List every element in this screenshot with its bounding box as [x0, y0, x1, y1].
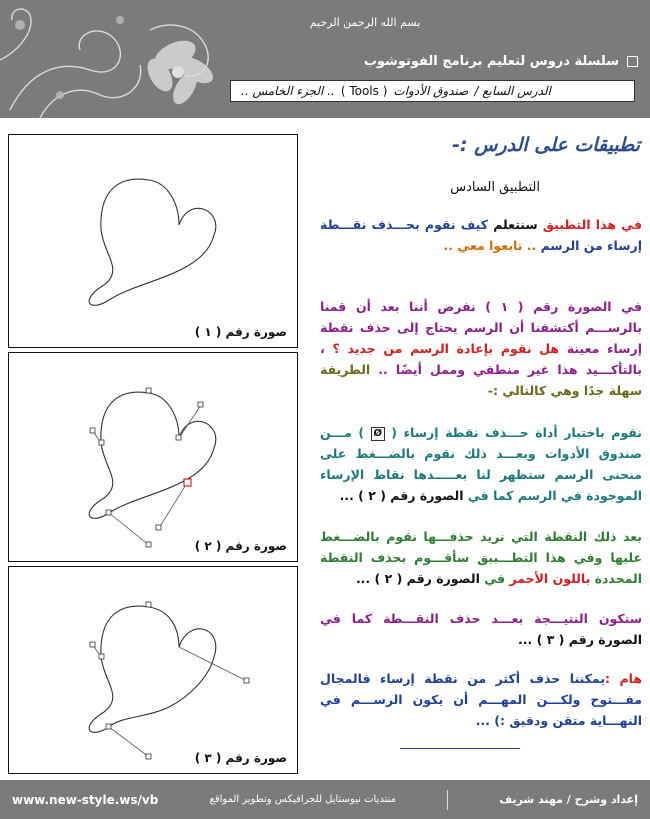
p4-segment: باللون الأحمر — [505, 571, 591, 586]
p1-segment: إرساء من الرسم — [536, 238, 642, 253]
paragraph-note — [320, 668, 642, 731]
paragraph-intro — [320, 214, 642, 256]
p1-segment: .. تابعوا معي .. — [443, 238, 537, 253]
floral-ornament-icon — [0, 0, 260, 118]
paragraph-delete-point — [320, 526, 642, 589]
paragraph-tool-select — [320, 422, 642, 506]
application-title: التطبيق السادس — [450, 180, 540, 195]
p3-segment: الصورة رقم ( ٢ ) ... — [339, 488, 464, 503]
header-banner — [0, 0, 650, 118]
p1-segment: كيف نقوم بحـــذف نقـــطة — [320, 217, 489, 232]
forum-name: منتديات نيوستايل للجرافيكس وتطوير المواقع — [209, 794, 396, 805]
figure-3-caption: صورة رقم ( ٣ ) — [194, 751, 287, 765]
p5-segment: ستكون النتيـــجة بعـــد حذف النقـــطة كما في — [320, 611, 642, 626]
figure-2-caption: صورة رقم ( ٢ ) — [194, 539, 287, 553]
p4-segment: بعد ذلك النقطة التي نريد حذفـــها نقوم بالضـــغط عليها — [320, 529, 643, 565]
p2-segment: الطريقة سهلة جدًا وهي كالتالي :- — [320, 362, 642, 398]
lesson-tools-label: ( Tools ) — [340, 84, 388, 98]
p4-segment: وفي هذا التطـــبيق سأقـــوم بحذف النقطة المحددة — [320, 550, 642, 586]
underline-divider — [400, 748, 520, 749]
bullet-square-icon — [627, 56, 638, 67]
path-drawing-1 — [9, 135, 299, 349]
figure-1-caption: صورة رقم ( ١ ) — [194, 325, 287, 339]
section-heading: تطبيقات على الدرس :- — [452, 134, 640, 156]
lesson-number: الدرس السابع / — [474, 84, 551, 98]
figure-1 — [8, 134, 298, 348]
delete-anchor-point-tool-icon: Ø — [371, 427, 385, 441]
footer-divider — [447, 790, 448, 810]
p1-segment: سنتعلم — [488, 217, 538, 232]
lesson-part: .. الجزء الخامس .. — [241, 84, 335, 98]
p4-segment: في — [479, 571, 506, 586]
selected-anchor-point — [184, 479, 191, 486]
p4-segment: الصورة رقم ( ٢ ) ... — [355, 571, 480, 586]
figure-3 — [8, 566, 298, 774]
footer-bar — [0, 780, 650, 819]
figure-2 — [8, 352, 298, 562]
p5-segment: الصورة رقم ( ٣ ) ... — [518, 632, 642, 647]
p1-segment: في هذا التطبيق — [537, 217, 643, 232]
paragraph-result — [320, 608, 642, 650]
p2-segment: ، بالتأكـــيد هذا غير منطقي وممل أيضًا .. — [320, 341, 642, 377]
p2-segment: هل نقوم بإعادة الرسم من جديد ؟ — [324, 341, 560, 356]
site-url-link[interactable]: www.new-style.ws/vb — [12, 792, 159, 807]
p2-segment: أكتشفنا أن الرسم يحتاج إلى حذف نقطة إرساء معينة — [320, 320, 642, 356]
path-drawing-2 — [9, 353, 299, 563]
basmala-text: بسم الله الرحمن الرحيم — [309, 16, 421, 29]
series-title-row — [364, 44, 638, 78]
lesson-topic: صندوق الأدوات — [393, 84, 469, 98]
path-drawing-3 — [9, 567, 299, 775]
paragraph-scenario — [320, 296, 642, 401]
p6-segment: يمكننا حذف أكثر من نقطة إرساء فالمجال مفـــتوح ولكـــن المهـــم أن يكون الرســـم في النهـــاية متقن ودقيق :) ... — [320, 671, 642, 728]
author-credit: إعداد وشرح / مهند شريف — [499, 793, 638, 806]
p3-segment: ) مـــن صندوق الأدوات وبعـــد ذلك نقوم بالضـــغط على منحنى الرسم ستظهر لنا بعـــــدها نقاط الإرساء الموجودة في الرسم كما في — [320, 425, 642, 503]
p2-segment: في الصورة رقم ( ١ ) نفرض أننا بعد أن قمنا بالرســـم — [320, 299, 642, 335]
p3-segment: نقوم باختيار أداة حـــذف نقطة إرساء ( — [384, 425, 642, 440]
lesson-title-bar — [230, 80, 635, 102]
series-title: سلسلة دروس لتعليم برنامج الفوتوشوب — [363, 53, 619, 69]
p6-segment: هام : — [605, 671, 643, 686]
